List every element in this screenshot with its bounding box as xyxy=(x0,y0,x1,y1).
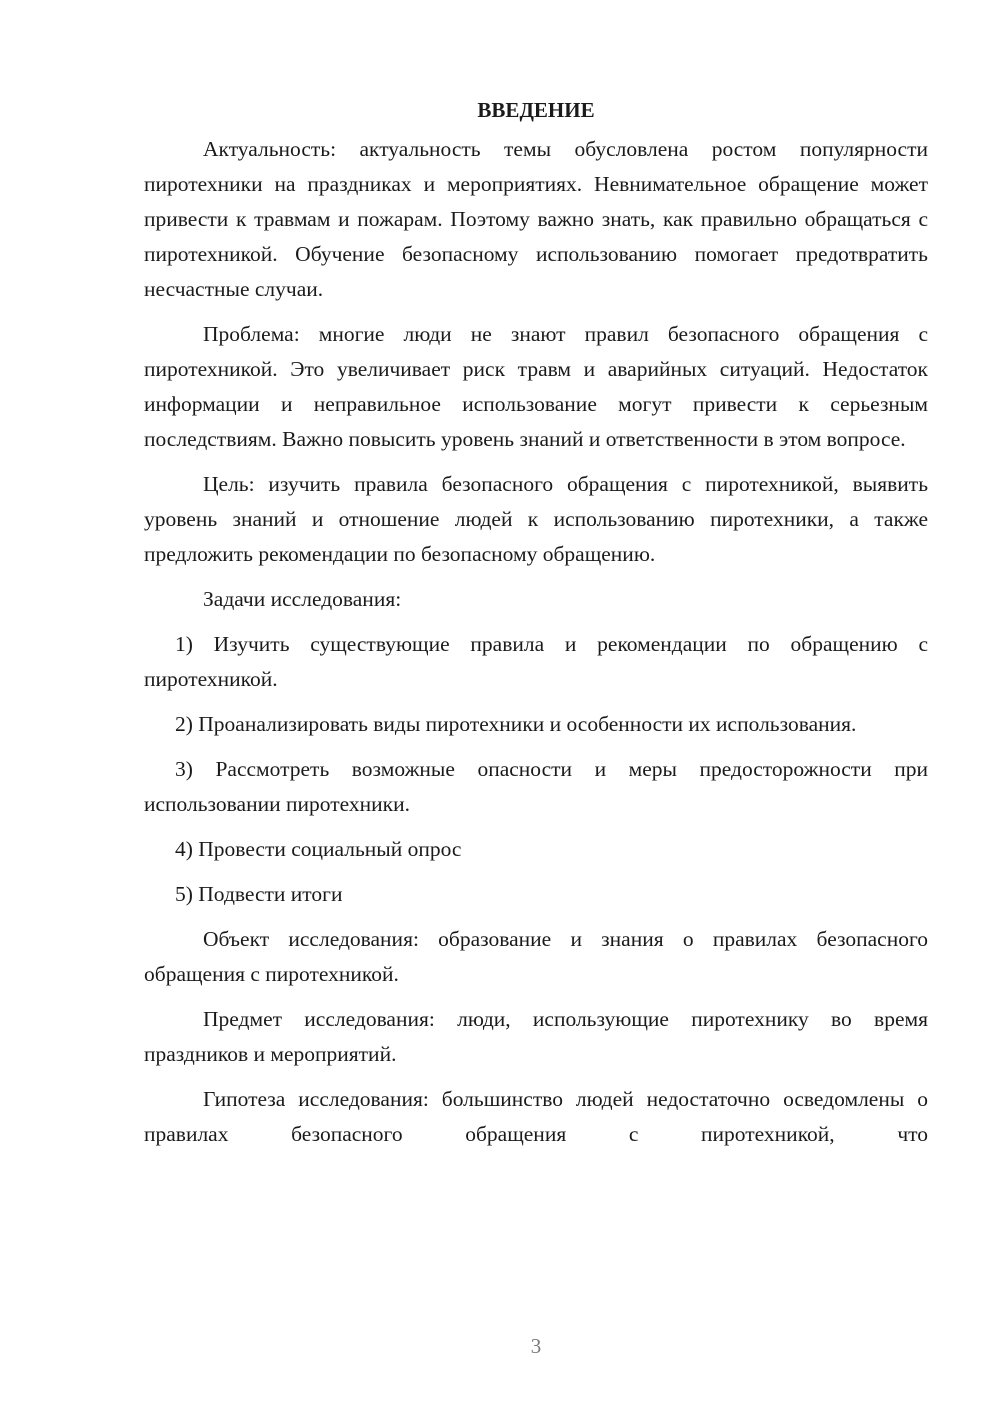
problem-paragraph: Проблема: многие люди не знают правил безопасного обращения с пиротехникой. Это увеличивает риск травм и аварийных ситуаций. Недостаток информации и неправильное использование могут привести к серьезным последствиям. Важно повысить уровень знаний и ответственности в этом вопросе. xyxy=(144,322,928,451)
relevance-paragraph: Актуальность: актуальность темы обусловлена ростом популярности пиротехники на праздниках и мероприятиях. Невнимательное обращение может привести к травмам и пожарам. Поэтому важно знать, как правильно обращаться с пиротехникой. Обучение безопасному использованию помогает предотвратить несчастные случаи. xyxy=(144,137,928,301)
object-paragraph: Объект исследования: образование и знания о правилах безопасного обращения с пиротехникой. xyxy=(144,927,928,986)
task-item-3: 3) Рассмотреть возможные опасности и меры предосторожности при использовании пиротехники. xyxy=(144,757,928,816)
task-item-5: 5) Подвести итоги xyxy=(175,882,343,906)
subject-paragraph: Предмет исследования: люди, использующие пиротехнику во время праздников и мероприятий. xyxy=(144,1007,928,1066)
page-content xyxy=(144,92,928,1162)
hypothesis-paragraph: Гипотеза исследования: большинство людей недостаточно осведомлены о правилах безопасного обращения с пиротехникой, что xyxy=(144,1087,928,1146)
task-item-4: 4) Провести социальный опрос xyxy=(175,837,462,861)
task-item-1: 1) Изучить существующие правила и рекомендации по обращению с пиротехникой. xyxy=(144,632,928,691)
section-title: ВВЕДЕНИЕ xyxy=(477,98,595,122)
page-number: 3 xyxy=(530,1334,542,1358)
goal-paragraph: Цель: изучить правила безопасного обращения с пиротехникой, выявить уровень знаний и отношение людей к использованию пиротехники, а также предложить рекомендации по безопасному обращению. xyxy=(144,472,928,566)
tasks-heading: Задачи исследования: xyxy=(203,587,402,611)
task-item-2: 2) Проанализировать виды пиротехники и особенности их использования. xyxy=(175,712,857,736)
